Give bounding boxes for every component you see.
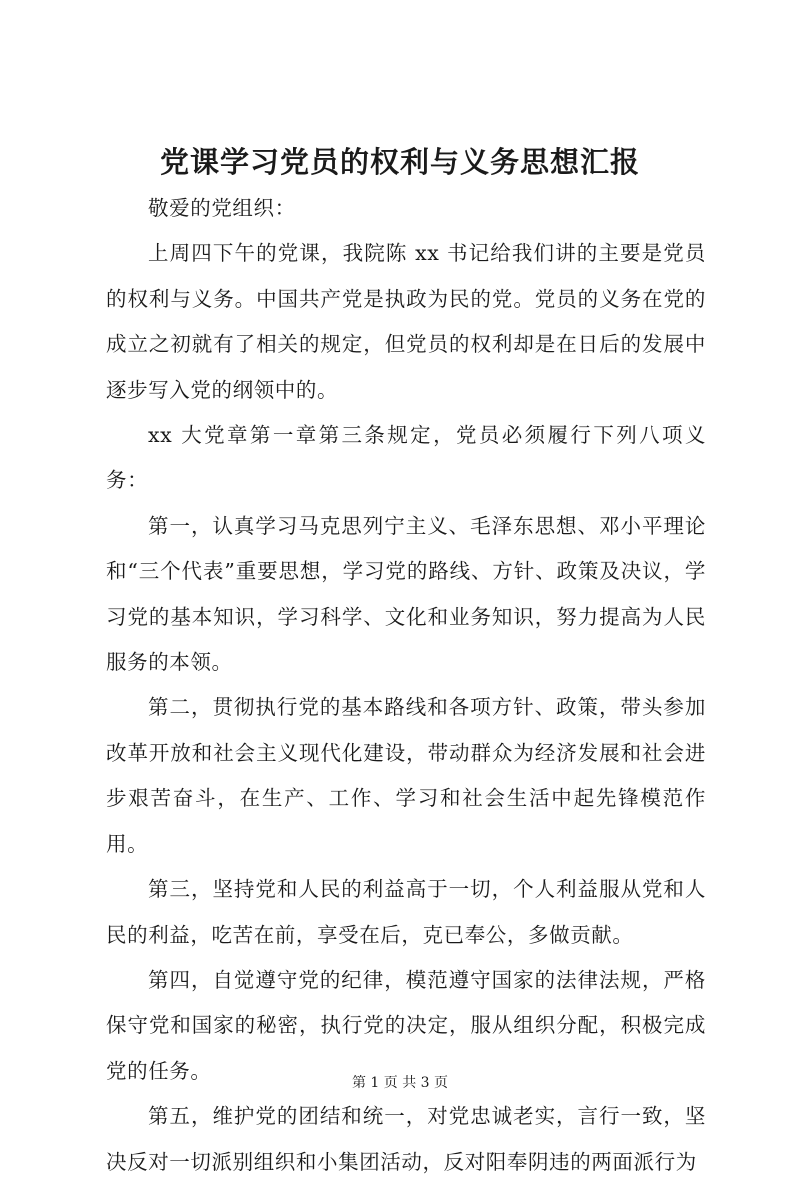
paragraph-rule: xx 大党章第一章第三条规定，党员必须履行下列八项义务：	[106, 423, 706, 493]
paragraph-duty-5: 第五，维护党的团结和统一，对党忠诚老实，言行一致，坚决反对一切派别组织和小集团活动，反对阳奉阴违的两面派行为	[106, 1104, 706, 1174]
paragraph-intro: 上周四下午的党课，我院陈 xx 书记给我们讲的主要是党员的权利与义务。中国共产党是执政为民的党。党员的义务在党的成立之初就有了相关的规定，但党员的权利却是在日后的发展中逐步写入党的纲领中的。	[106, 241, 706, 402]
paragraph-duty-2: 第二，贯彻执行党的基本路线和各项方针、政策，带头参加改革开放和社会主义现代化建设，带动群众为经济发展和社会进步艰苦奋斗，在生产、工作、学习和社会生活中起先锋模范作用。	[106, 695, 706, 856]
paragraph-duty-4: 第四，自觉遵守党的纪律，模范遵守国家的法律法规，严格保守党和国家的秘密，执行党的决定，服从组织分配，积极完成党的任务。	[106, 967, 706, 1083]
paragraph-duty-3: 第三，坚持党和人民的利益高于一切，个人利益服从党和人民的利益，吃苦在前，享受在后，克已奉公，多做贡献。	[106, 877, 706, 947]
salutation: 敬爱的党组织：	[148, 196, 296, 220]
document-body	[106, 186, 706, 1185]
page-indicator: 第 1 页 共 3 页	[351, 1075, 449, 1091]
document-title: 党课学习党员的权利与义务思想汇报	[159, 145, 640, 179]
paragraph-duty-1: 第一，认真学习马克思列宁主义、毛泽东思想、邓小平理论和“三个代表”重要思想，学习党的路线、方针、政策及决议，学习党的基本知识，学习科学、文化和业务知识，努力提高为人民服务的本领。	[106, 513, 706, 675]
